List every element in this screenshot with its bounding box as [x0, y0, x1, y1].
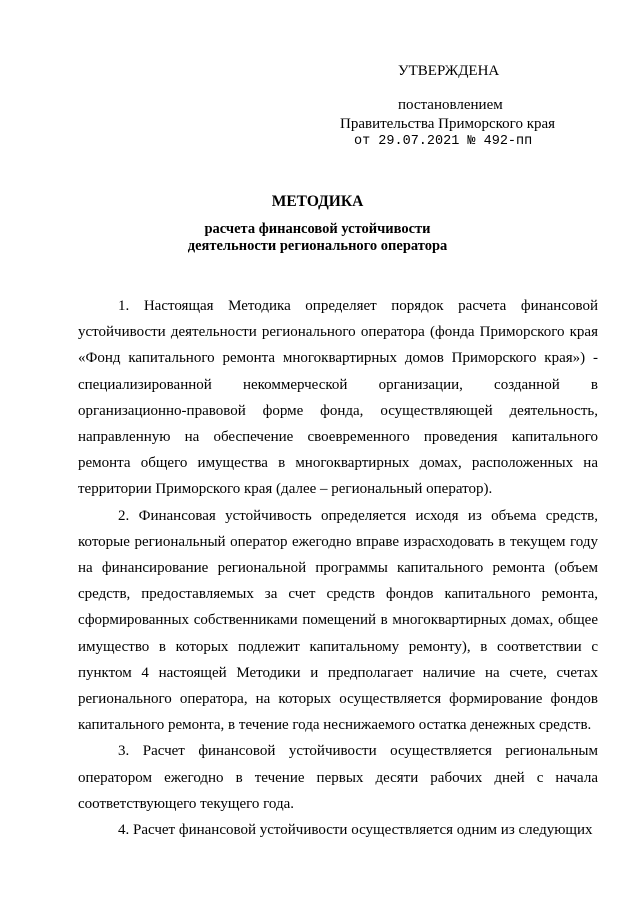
- approved-label: УТВЕРЖДЕНА: [398, 63, 500, 79]
- document-subtitle-line-2: деятельности регионального оператора: [187, 238, 448, 254]
- decree-date-number: от 29.07.2021 № 492-пп: [354, 134, 533, 149]
- document-title: МЕТОДИКА: [271, 193, 364, 210]
- document-subtitle-line-1: расчета финансовой устойчивости: [204, 221, 431, 237]
- paragraph-2: 2. Финансовая устойчивость определяется исходя из объема средств, которые региональный оператор ежегодно вправе израсходовать в текущем году на финансирование региональной программы капитального ремонта (объем средств, предоставляемых за счет средств фондов капитального ремонта, сформированных собственниками помещений в многоквартирных домах, общее имущество в которых подлежит капитальному ремонту), в соответствии с пунктом 4 настоящей Методики и предполагает наличие на счете, счетах регионального оператора, на которых осуществляется формирование фондов капитального ремонта, в течение года неснижаемого остатка денежных средств.: [78, 507, 598, 734]
- paragraph-3: 3. Расчет финансовой устойчивости осуществляется региональным оператором ежегодно в течение первых десяти рабочих дней с начала соответствующего текущего года.: [78, 743, 598, 812]
- paragraph-4: 4. Расчет финансовой устойчивости осуществляется одним из следующих: [118, 822, 593, 839]
- government-label: Правительства Приморского края: [340, 116, 556, 132]
- decree-label: постановлением: [398, 97, 503, 113]
- document-body: [78, 293, 598, 843]
- paragraph-1: 1. Настоящая Методика определяет порядок расчета финансовой устойчивости деятельности регионального оператора (фонда Приморского края «Фонд капитального ремонта многоквартирных домов Приморского края») - специализированной некоммерческой организации, созданной в организационно-правовой форме фонда, осуществляющей деятельность, направленную на обеспечение своевременного проведения капитального ремонта общего имущества в многоквартирных домах, расположенных на территории Приморского края (далее – региональный оператор).: [78, 298, 598, 498]
